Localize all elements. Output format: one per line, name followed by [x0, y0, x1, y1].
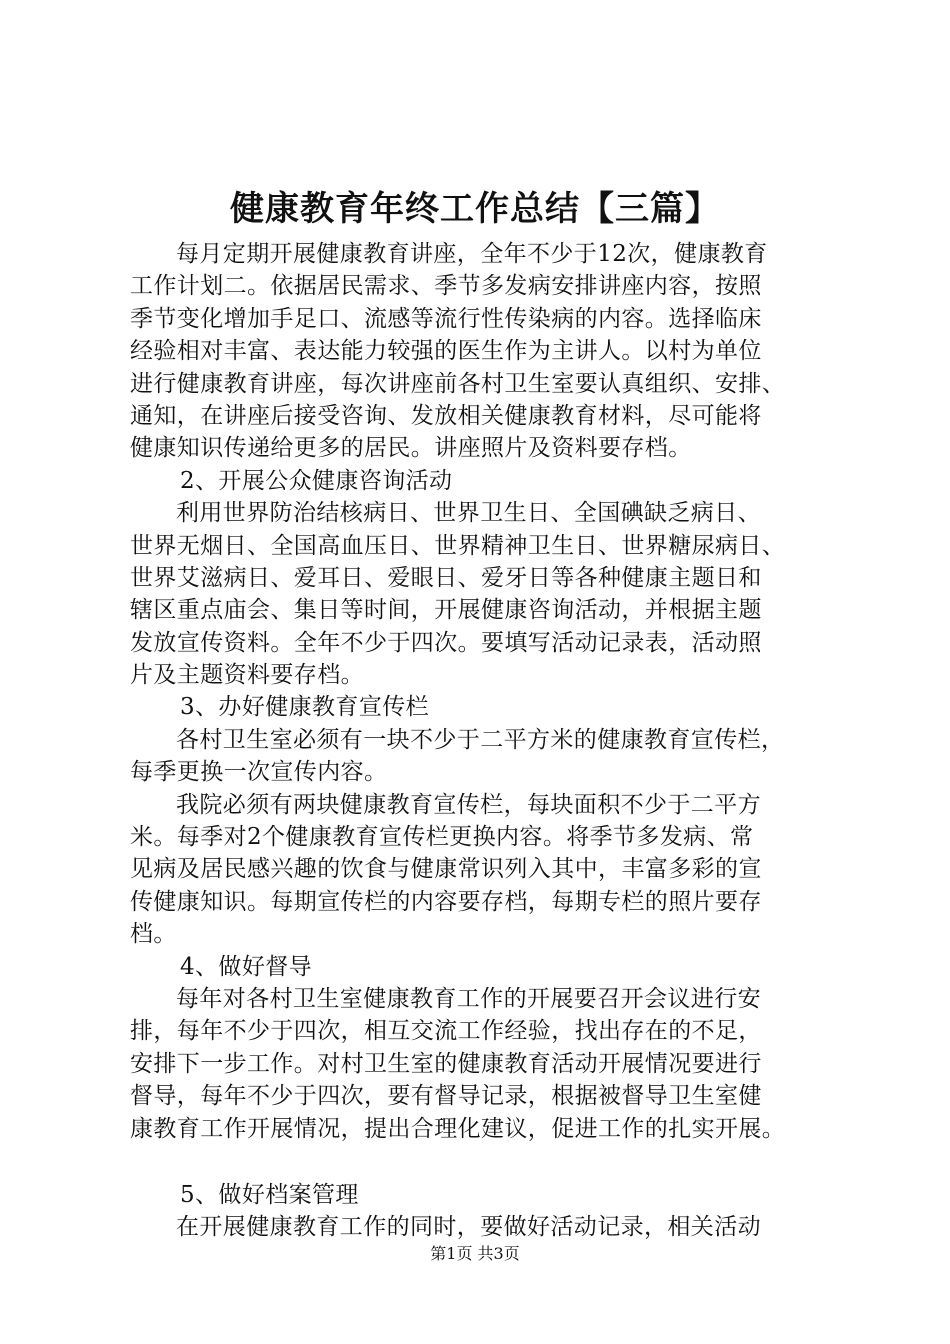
paragraph-line: 档。: [130, 921, 177, 948]
section-heading: 3、办好健康教育宣传栏: [180, 694, 430, 721]
paragraph-line: 排，每年不少于四次，相互交流工作经验，找出存在的不足，: [130, 1018, 762, 1045]
paragraph-line: 世界艾滋病日、爱耳日、爱眼日、爱牙日等各种健康主题日和: [130, 564, 762, 591]
paragraph-line: 健康知识传递给更多的居民。讲座照片及资料要存档。: [130, 435, 692, 462]
document-body: [130, 238, 850, 1244]
paragraph-line: 通知，在讲座后接受咨询、发放相关健康教育材料，尽可能将: [130, 402, 762, 429]
paragraph-line: 康教育工作开展情况，提出合理化建议，促进工作的扎实开展。: [130, 1115, 786, 1142]
paragraph-line: 米。每季对2个健康教育宣传栏更换内容。将季节多发病、常: [130, 824, 754, 851]
paragraph-line: 辖区重点庙会、集日等时间，开展健康咨询活动，并根据主题: [130, 597, 762, 624]
section-heading: 4、做好督导: [180, 953, 313, 980]
paragraph-line: 我院必须有两块健康教育宣传栏，每块面积不少于二平方: [176, 791, 761, 818]
paragraph-line: 传健康知识。每期宣传栏的内容要存档，每期专栏的照片要存: [130, 888, 762, 915]
paragraph-line: 督导，每年不少于四次，要有督导记录，根据被督导卫生室健: [130, 1083, 762, 1110]
section-heading: 5、做好档案管理: [180, 1181, 359, 1208]
blank-line: [130, 1145, 850, 1179]
paragraph-line: 世界无烟日、全国高血压日、世界精神卫生日、世界糖尿病日、: [130, 532, 786, 559]
paragraph-line: 工作计划二。依据居民需求、季节多发病安排讲座内容，按照: [130, 273, 762, 300]
section-heading: 2、开展公众健康咨询活动: [180, 467, 453, 494]
paragraph-line: 进行健康教育讲座，每次讲座前各村卫生室要认真组织、安排、: [130, 370, 786, 397]
paragraph-line: 发放宣传资料。全年不少于四次。要填写活动记录表，活动照: [130, 629, 762, 656]
paragraph-line: 季节变化增加手足口、流感等流行性传染病的内容。选择临床: [130, 305, 762, 332]
paragraph-line: 利用世界防治结核病日、世界卫生日、全国碘缺乏病日、: [176, 500, 761, 527]
paragraph-line: 各村卫生室必须有一块不少于二平方米的健康教育宣传栏，: [176, 726, 785, 753]
paragraph-line: 经验相对丰富、表达能力较强的医生作为主讲人。以村为单位: [130, 338, 762, 365]
paragraph-line: 见病及居民感兴趣的饮食与健康常识列入其中，丰富多彩的宣: [130, 856, 762, 883]
paragraph-line: 每季更换一次宣传内容。: [130, 759, 388, 786]
paragraph-line: 安排下一步工作。对村卫生室的健康教育活动开展情况要进行: [130, 1050, 762, 1077]
paragraph-line: 每年对各村卫生室健康教育工作的开展要召开会议进行安: [176, 985, 761, 1012]
document-title: 健康教育年终工作总结【三篇】: [230, 189, 720, 229]
page-footer: 第1页 共3页: [430, 1244, 520, 1263]
paragraph-line: 在开展健康教育工作的同时，要做好活动记录，相关活动: [176, 1214, 761, 1241]
paragraph-line: 片及主题资料要存档。: [130, 662, 364, 689]
paragraph-line: 每月定期开展健康教育讲座，全年不少于12次，健康教育: [176, 241, 768, 267]
